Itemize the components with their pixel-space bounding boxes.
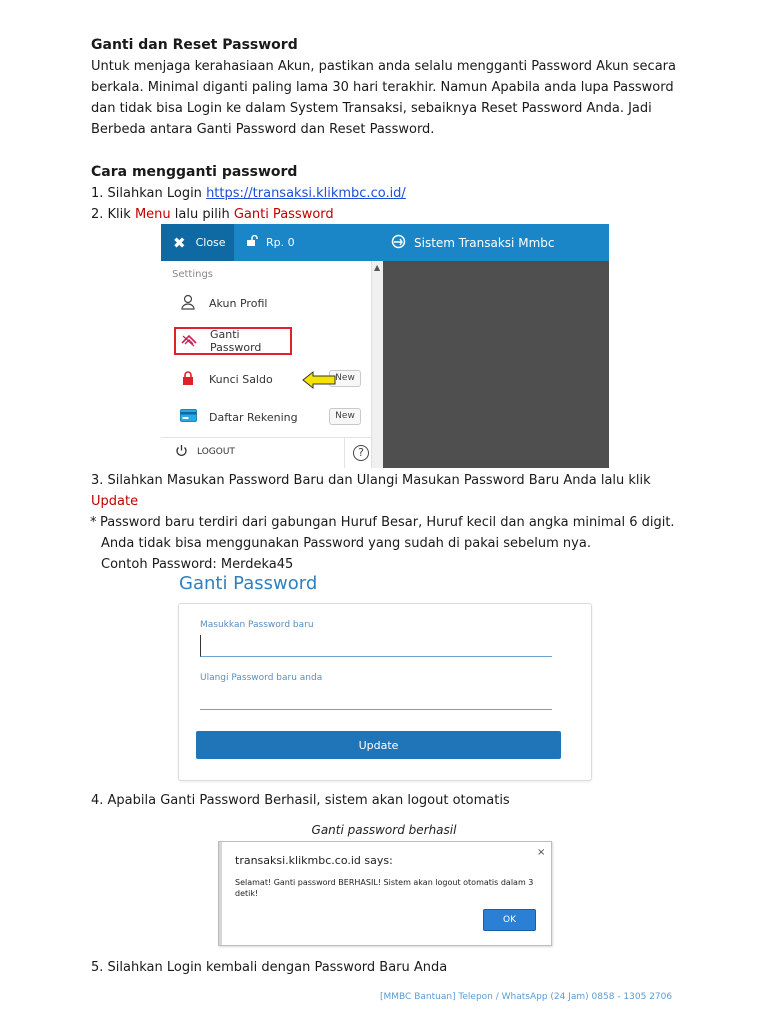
support-contact: [MMBC Bantuan] Telepon / WhatsApp (24 Jam) 0858 - 1305 2706 [380,992,673,1002]
system-title-text: Sistem Transaksi Mmbc [414,236,555,250]
unlock-icon [247,235,259,249]
new-badge: New [329,408,361,425]
repeat-password-label: Ulangi Password baru anda [200,673,323,683]
menu-keyword: Menu [134,207,171,222]
power-icon [175,444,188,460]
dialog-edge [219,842,222,945]
step-2 [91,204,334,225]
ok-button[interactable]: OK [483,909,536,931]
menu-item-ganti-password[interactable] [174,327,292,355]
note-bullet: * [90,515,97,530]
dialog-caption: Ganti password berhasil [311,823,457,837]
intro-paragraph [91,56,676,140]
new-badge: New [329,370,361,387]
intro-line: berkala. Minimal diganti paling lama 30 hari terakhir. Namun Apabila anda lupa Password [91,80,674,95]
footer-divider [344,438,345,468]
menu-item-label: Kunci Saldo [209,372,273,386]
success-dialog [218,841,552,946]
form-screenshot [175,573,593,781]
lock-icon [179,371,197,388]
logout-button[interactable] [175,444,235,460]
intro-line: Berbeda antara Ganti Password dan Reset Password. [91,122,435,137]
note-line: Contoh Password: Merdeka45 [101,557,294,572]
close-icon: ✖ [173,233,186,252]
settings-label: Settings [172,269,214,280]
dialog-title: transaksi.klikmbc.co.id says: [235,854,393,867]
step-2-text: 2. Klik [91,207,135,222]
dialog-message: Selamat! Ganti password BERHASIL! Sistem akan logout otomatis dalam 3 detik! [235,878,534,898]
menu-screenshot [161,224,609,468]
new-password-label: Masukkan Password baru [200,620,314,630]
user-icon [179,294,197,313]
menu-item-label: Daftar Rekening [209,410,298,424]
password-icon [180,333,198,350]
card-icon [179,409,197,425]
brand-logo-icon [391,234,406,252]
step-4: 4. Apabila Ganti Password Berhasil, sistem akan logout otomatis [91,793,510,808]
balance-value: Rp. 0 [266,235,295,249]
panel-footer [161,437,371,468]
update-button[interactable]: Update [196,731,561,759]
step-2-text: lalu pilih [170,207,234,222]
scrollbar[interactable] [371,261,383,468]
repeat-password-input[interactable] [200,688,552,710]
step-3 [91,470,651,512]
intro-line: Untuk menjaga kerahasiaan Akun, pastikan anda selalu mengganti Password Akun secara [91,59,676,74]
menu-item-label: Ganti Password [210,328,262,354]
note-line: Anda tidak bisa menggunakan Password yang sudah di pakai sebelum nya. [101,536,591,551]
logout-label: LOGOUT [197,447,235,457]
step-5: 5. Silahkan Login kembali dengan Password Baru Anda [91,960,448,975]
system-title [391,234,554,252]
heading-cara-mengganti: Cara mengganti password [91,164,298,180]
balance-display [247,235,295,249]
login-link[interactable]: https://transaksi.klikmbc.co.id/ [206,186,406,201]
note-line: Password baru terdiri dari gabungan Huruf Besar, Huruf kecil dan angka minimal 6 digit. [100,515,675,530]
form-title: Ganti Password [179,573,318,594]
ganti-password-keyword: Ganti Password [233,207,334,222]
close-icon[interactable]: × [537,847,546,858]
pointer-arrow-icon [301,370,337,394]
step-3-text: 3. Silahkan Masukan Password Baru dan Ulangi Masukan Password Baru Anda lalu klik [91,473,651,488]
close-button[interactable] [161,224,234,261]
new-password-input[interactable] [200,635,552,657]
step-1-text: 1. Silahkan Login [91,186,207,201]
update-keyword: Update [91,494,139,509]
settings-panel [161,261,383,468]
intro-line: dan tidak bisa Login ke dalam System Transaksi, sebaiknya Reset Password Anda. Jadi [91,101,652,116]
menu-item-label: Akun Profil [209,296,268,310]
top-bar [161,224,609,261]
scroll-up-icon: ▲ [374,263,381,272]
help-icon[interactable]: ? [353,445,369,461]
step-1 [91,183,406,204]
password-note [91,512,675,575]
close-label: Close [195,236,226,249]
menu-item-akun-profil[interactable] [179,291,369,315]
form-card [178,603,592,781]
heading-ganti-reset: Ganti dan Reset Password [91,37,298,53]
